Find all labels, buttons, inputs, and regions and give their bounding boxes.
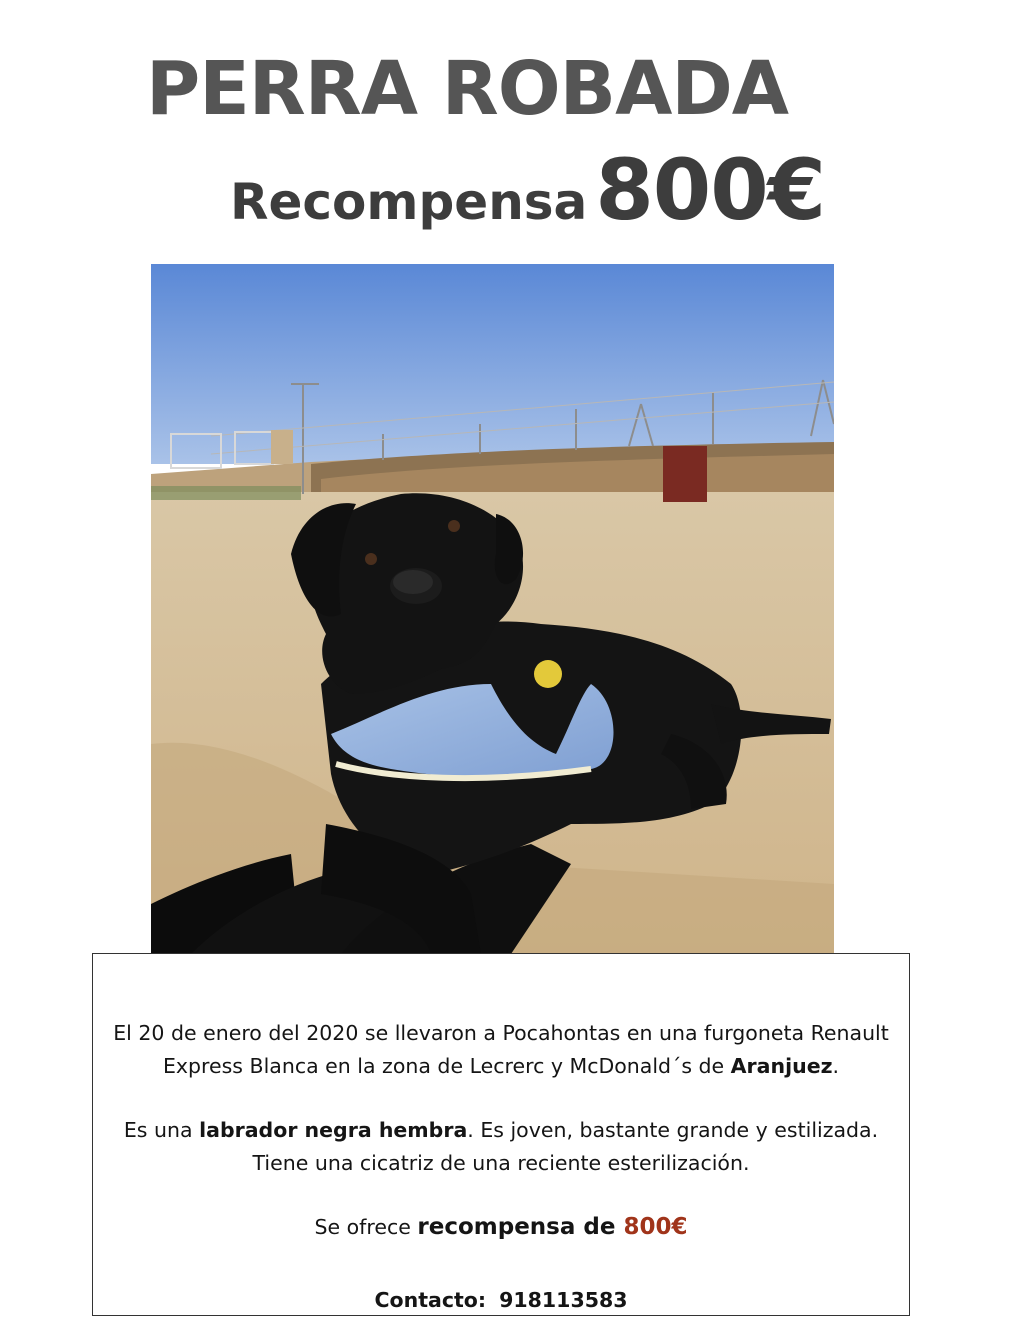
reward-heading — [230, 141, 826, 239]
theft-line-2: Express Blanca en la zona de Lecrerc y McDonald´s de — [162, 1054, 731, 1078]
dog-photo — [151, 264, 834, 954]
poster-title: PERRA ROBADA — [146, 46, 789, 132]
info-box — [92, 953, 910, 1316]
description-intro: Es una — [123, 1118, 200, 1142]
theft-line-end: . — [832, 1054, 840, 1078]
reward-word: Recompensa — [230, 173, 588, 231]
breed-text: labrador negra hembra — [199, 1118, 468, 1142]
contact-phone[interactable]: 918113583 — [499, 1288, 628, 1312]
reward-amount-highlight: 800€ — [623, 1214, 688, 1240]
location-name: Aranjuez — [730, 1054, 833, 1078]
reward-bold-text: recompensa de — [417, 1214, 624, 1240]
description-paragraph — [93, 1114, 909, 1180]
contact-label: Contacto: — [374, 1288, 487, 1312]
contact-line — [93, 1284, 909, 1317]
theft-line-1: El 20 de enero del 2020 se llevaron a Pocahontas en una furgoneta Renault — [113, 1021, 889, 1045]
reward-paragraph — [93, 1211, 909, 1244]
theft-paragraph — [93, 1017, 909, 1083]
reward-amount: 800€ — [595, 141, 826, 239]
description-line-2: Tiene una cicatriz de una reciente esterilización. — [252, 1151, 750, 1175]
reward-intro: Se ofrece — [314, 1215, 418, 1239]
description-rest: . Es joven, bastante grande y estilizada. — [467, 1118, 879, 1142]
